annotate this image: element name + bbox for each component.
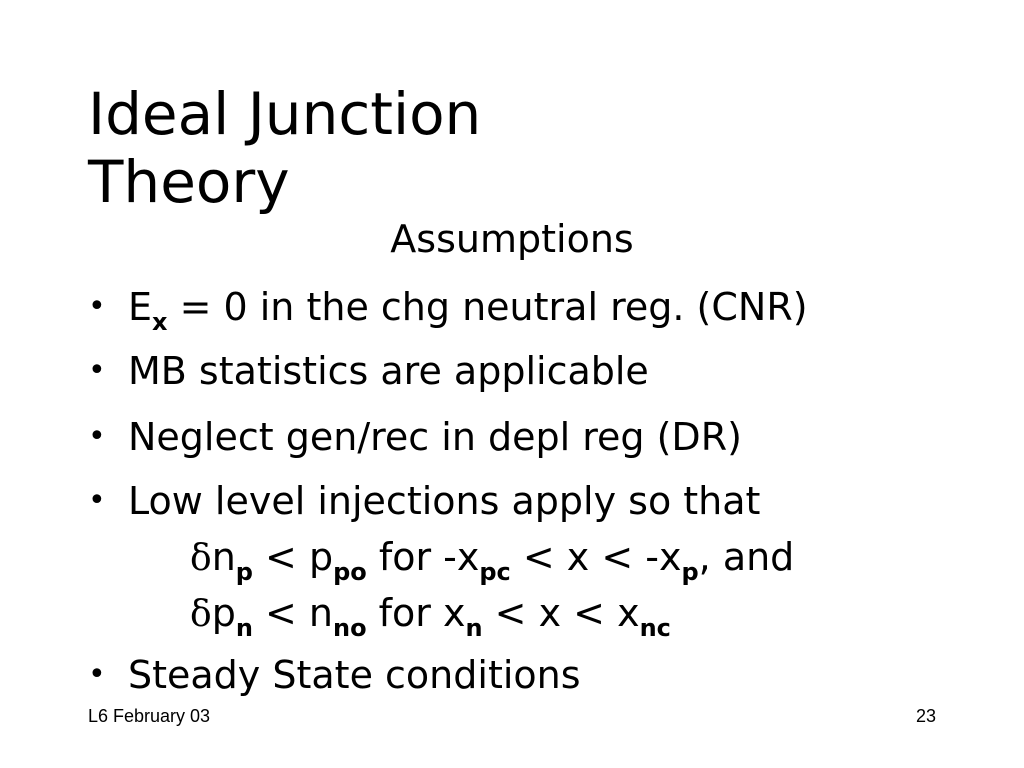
bullet-text (128, 280, 808, 339)
math-subscript: nc (639, 614, 671, 642)
field-symbol: E (128, 285, 153, 329)
assumptions-heading: Assumptions (390, 217, 634, 261)
bullet-text: Low level injections apply so that (128, 479, 761, 523)
delta-symbol: δ (190, 538, 212, 579)
title-line-2: Theory (88, 148, 290, 216)
field-condition: = 0 in the chg neutral reg. (CNR) (167, 285, 808, 329)
math-var: p (211, 591, 236, 635)
bullet-text: Steady State conditions (128, 653, 581, 697)
math-subscript: p (235, 558, 253, 586)
injection-condition-2 (190, 586, 671, 645)
math-subscript: n (235, 614, 253, 642)
bullet-dot: • (88, 289, 106, 324)
injection-condition-1 (190, 530, 794, 589)
math-subscript: po (333, 558, 367, 586)
math-subscript: pc (479, 558, 511, 586)
math-text: for x (366, 591, 466, 635)
math-text: , and (698, 535, 795, 579)
bullet-text: Neglect gen/rec in depl reg (DR) (128, 415, 742, 459)
slide-title (88, 80, 481, 216)
title-line-1: Ideal Junction (88, 80, 482, 148)
footer-page-number: 23 (915, 706, 936, 726)
bullet-text: MB statistics are applicable (128, 349, 649, 393)
math-subscript: no (333, 614, 367, 642)
math-text: for -x (366, 535, 480, 579)
footer-lecture-date: L6 February 03 (88, 706, 211, 726)
delta-symbol: δ (190, 594, 212, 635)
math-text: < x < x (482, 591, 640, 635)
math-text: < x < -x (510, 535, 682, 579)
math-subscript: n (465, 614, 483, 642)
math-text: < n (252, 591, 333, 635)
bullet-dot: • (88, 657, 106, 692)
math-text: < p (252, 535, 334, 579)
bullet-dot: • (88, 483, 106, 518)
bullet-dot: • (88, 353, 106, 388)
field-subscript: x (152, 308, 168, 336)
bullet-dot: • (88, 419, 106, 454)
math-var: n (211, 535, 236, 579)
math-subscript: p (681, 558, 699, 586)
